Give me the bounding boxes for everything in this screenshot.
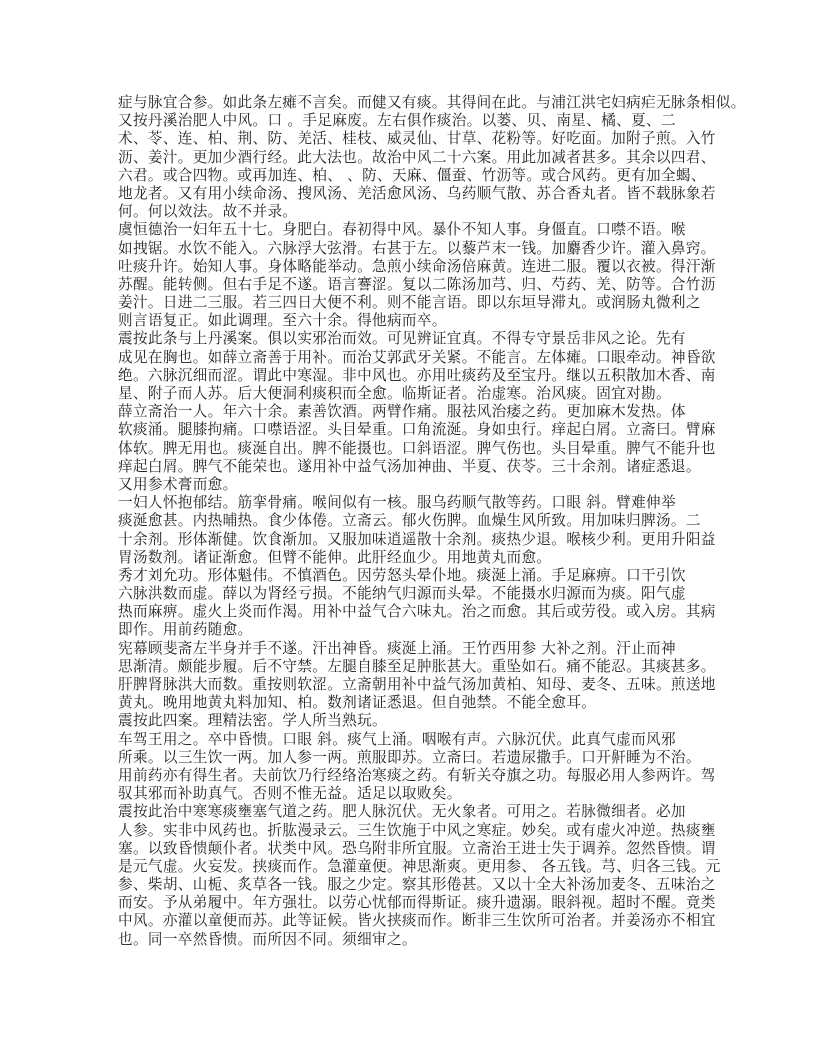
text-line: 痰涎愈甚。内热晡热。食少体倦。立斋云。郁火伤脾。血燥生风所致。用加味归脾汤。二 bbox=[118, 512, 701, 530]
text-line: 震按此四案。理精法密。学人所当熟玩。 bbox=[118, 712, 387, 730]
text-line: 如拽锯。水饮不能入。六脉浮大弦滑。右甚于左。以藜芦末一钱。加麝香少许。灌入鼻窍。 bbox=[118, 239, 716, 257]
text-line: 则言语复正。如此调理。至六十余。得他病而卒。 bbox=[118, 312, 447, 330]
text-line: 驭其邪而补助真气。否则不惟无益。适足以取败矣。 bbox=[118, 785, 462, 803]
text-line: 绝。六脉沉细而涩。谓此中寒湿。非中风也。亦用吐痰药及至宝丹。继以五积散加木香、南 bbox=[118, 366, 716, 384]
text-line: 六君。或合四物。或再加连、柏、 、防、天麻、僵蚕、竹沥等。或合风药。更有加全蝎、 bbox=[118, 166, 706, 184]
text-line: 思渐清。颇能步履。后不守禁。左腿自膝至足肿胀甚大。重坠如石。痛不能忍。其痰甚多。 bbox=[118, 657, 716, 675]
text-line: 又用参术膏而愈。 bbox=[118, 475, 238, 493]
text-line: 黄丸。晚用地黄丸料加知、柏。数剂诸证悉退。但自弛禁。不能全愈耳。 bbox=[118, 694, 597, 712]
text-line: 是元气虚。火妄发。挟痰而作。急灌童便。神思渐爽。更用参、 各五钱。芎、归各三钱。元 bbox=[118, 857, 721, 875]
text-line: 而安。予从弟履中。年方强壮。以劳心忧郁而得斯证。痰升遗溺。眼斜视。超时不醒。竟类 bbox=[118, 894, 716, 912]
text-line: 成见在胸也。如薛立斋善于用补。而治艾郭武牙关紧。不能言。左体瘫。口眼牵动。神昏欲 bbox=[118, 348, 716, 366]
text-line: 沥、姜汁。更加少酒行经。此大法也。故治中风二十六案。用此加减者甚多。其余以四君、 bbox=[118, 148, 716, 166]
text-line: 参、柴胡、山栀、炙草各一钱。服之少定。察其形倦甚。又以十全大补汤加麦冬、五味治之 bbox=[118, 876, 716, 894]
text-line: 何。何以效法。故不并录。 bbox=[118, 203, 298, 221]
text-line: 宪幕顾斐斋左半身并手不遂。汗出神昏。痰涎上涌。王竹西用参 大补之剂。汗止而神 bbox=[118, 639, 676, 657]
text-line: 体软。脾无用也。痰涎自出。脾不能摄也。口斜语涩。脾气伤也。头目晕重。脾气不能升也 bbox=[118, 439, 716, 457]
text-line: 也。同一卒然昏愦。而所因不同。须细审之。 bbox=[118, 930, 417, 948]
text-line: 姜汁。日进二三服。若三四日大便不利。则不能言语。即以东垣导滞丸。或润肠丸微利之 bbox=[118, 294, 701, 312]
text-line: 即作。用前药随愈。 bbox=[118, 621, 253, 639]
text-line: 症与脉宜合参。如此条左瘫不言矣。而健又有痰。其得间在此。与浦江洪宅妇病疟无脉条相似。 bbox=[118, 94, 746, 111]
text-line: 星、附子而人苏。后大便洞利痰积而全愈。临斯证者。治虚寒。治风痰。固宜对勘。 bbox=[118, 385, 671, 402]
text-line: 塞。以致昏愦颠仆者。状类中风。恐乌附非所宜服。立斋治王进士失于调养。忽然昏愦。谓 bbox=[118, 839, 716, 857]
text-line: 肝脾肾脉洪大而数。重按则软涩。立斋朝用补中益气汤加黄柏、知母、麦冬、五味。煎送地 bbox=[118, 676, 716, 693]
text-line: 人参。实非中风药也。折肱漫录云。三生饮施于中风之寒症。妙矣。或有虚火冲逆。热痰壅 bbox=[118, 821, 716, 839]
text-line: 苏醒。能转侧。但右手足不遂。语言謇涩。复以二陈汤加芎、归、芍药、羌、防等。合竹沥 bbox=[118, 275, 716, 293]
text-line: 震按此条与上丹溪案。俱以实邪治而效。可见辨证宜真。不得专守景岳非风之论。先有 bbox=[118, 330, 686, 348]
text-line: 地龙者。又有用小续命汤、搜风汤、羌活愈风汤、乌药顺气散、苏合香丸者。皆不载脉象若 bbox=[118, 184, 716, 202]
text-line: 中风。亦灌以童便而苏。此等证候。皆火挟痰而作。断非三生饮所可治者。并姜汤亦不相宜 bbox=[118, 912, 716, 930]
text-line: 秀才刘允功。形体魁伟。不慎酒色。因劳怒头晕仆地。痰涎上涌。手足麻痹。口干引饮 bbox=[118, 566, 686, 584]
document-page bbox=[118, 94, 746, 949]
text-line: 痒起白屑。脾气不能荣也。遂用补中益气汤加神曲、半夏、茯苓。三十余剂。诸症悉退。 bbox=[118, 457, 701, 475]
text-line: 车驾王用之。卒中昏愦。口眼 斜。痰气上涌。咽喉有声。六脉沉伏。此真气虚而风邪 bbox=[118, 730, 676, 748]
text-line: 软痰涌。腿膝拘痛。口噤语涩。头目晕重。口角流涎。身如虫行。痒起白屑。立斋曰。臂麻 bbox=[118, 421, 716, 439]
text-line: 术、苓、连、柏、荆、防、羌活、桂枝、威灵仙、甘草、花粉等。好吃面。加附子煎。入竹 bbox=[118, 130, 716, 148]
text-line: 薛立斋治一人。年六十余。素善饮酒。两臂作痛。服祛风治痿之药。更加麻木发热。体 bbox=[118, 403, 686, 421]
text-line: 震按此治中寒寒痰壅塞气道之药。肥人脉沉伏。无火象者。可用之。若脉微细者。必加 bbox=[118, 803, 686, 821]
text-line: 一妇人怀抱郁结。筋挛骨痛。喉间似有一核。服乌药顺气散等药。口眼 斜。臂难伸举 bbox=[118, 494, 676, 512]
text-line: 热而麻痹。虚火上炎而作渴。用补中益气合六味丸。治之而愈。其后或劳役。或入房。其病 bbox=[118, 603, 716, 621]
text-line: 又按丹溪治肥人中风。口 。手足麻废。左右俱作痰治。以蒌、贝、南星、橘、夏、二 bbox=[118, 112, 676, 130]
text-line: 十余剂。形体渐健。饮食渐加。又服加味逍遥散十余剂。痰热少退。喉核少利。更用升阳益 bbox=[118, 530, 716, 548]
text-line: 用前药亦有得生者。夫前饮乃行经络治寒痰之药。有斩关夺旗之功。每服必用人参两许。驾 bbox=[118, 766, 716, 784]
text-line: 吐痰升许。始知人事。身体略能举动。急煎小续命汤倍麻黄。连进二服。覆以衣被。得汗渐 bbox=[118, 257, 716, 275]
text-line: 六脉洪数而虚。薛以为肾经亏损。不能纳气归源而头晕。不能摄水归源而为痰。阳气虚 bbox=[118, 585, 686, 603]
text-line: 所乘。以三生饮一两。加人参一两。煎服即苏。立斋曰。若遗尿撒手。口开鼾睡为不治。 bbox=[118, 748, 701, 766]
text-line: 虞恒德治一妇年五十七。身肥白。春初得中风。暴仆不知人事。身僵直。口噤不语。喉 bbox=[118, 221, 686, 239]
text-line: 胃汤数剂。诸证渐愈。但臂不能伸。此肝经血少。用地黄丸而愈。 bbox=[118, 548, 552, 566]
